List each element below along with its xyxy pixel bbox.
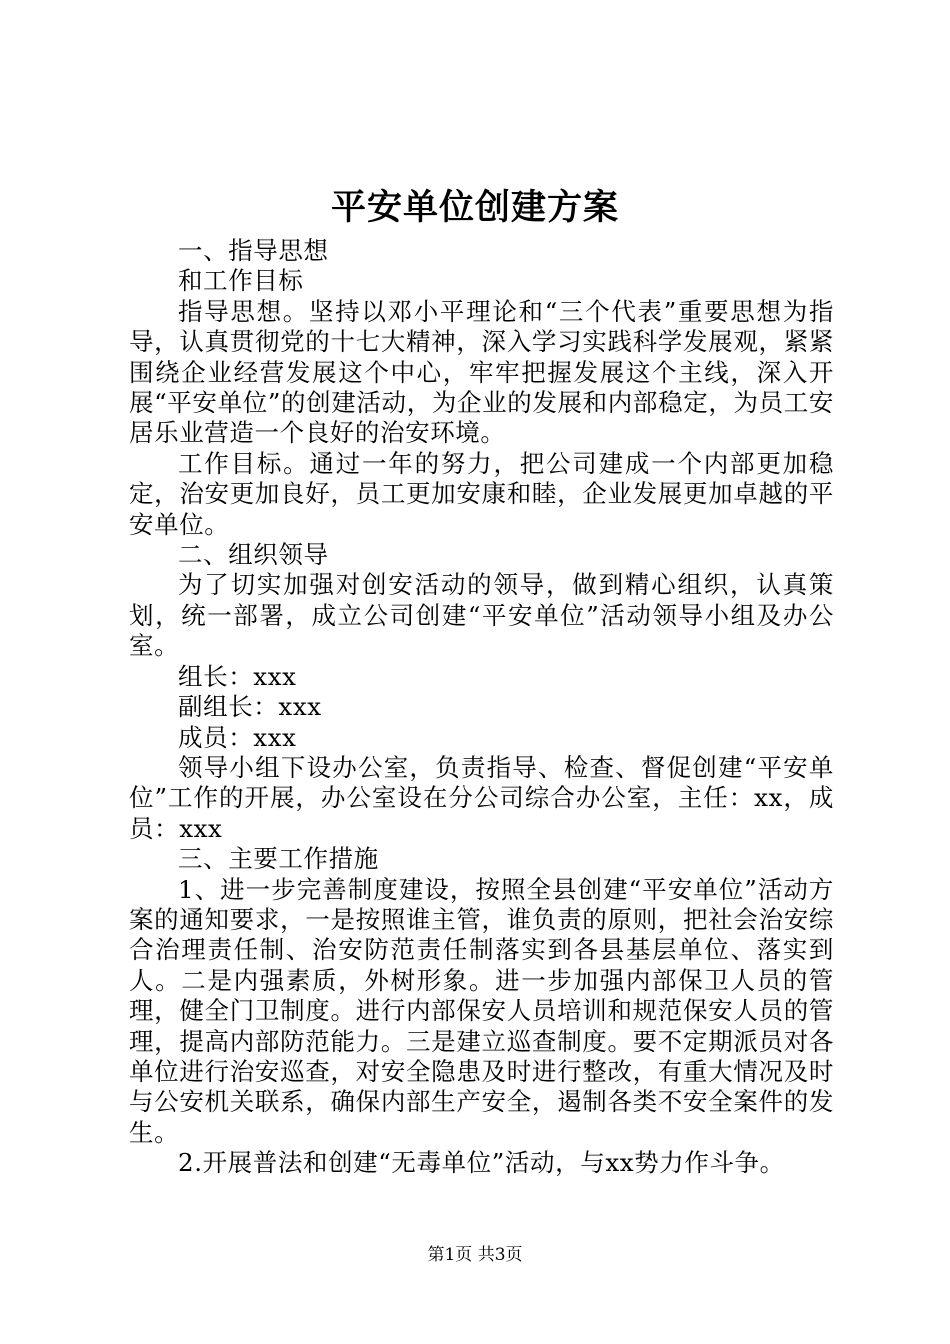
paragraph-office: 领导小组下设办公室，负责指导、检查、督促创建“平安单位”工作的开展，办公室设在分公司综合办公室，主任：xx，成员：xxx [129,752,834,843]
paragraph-measure-1: 1、进一步完善制度建设，按照全县创建“平安单位”活动方案的通知要求，一是按照谁主管，谁负责的原则，把社会治安综合治理责任制、治安防范责任制落实到各县基层单位、落实到人。二是内强素质，外树形象。进一步加强内部保卫人员的管理，健全门卫制度。进行内部保安人员培训和规范保安人员的管理，提高内部防范能力。三是建立巡查制度。要不定期派员对各单位进行治安巡查，对安全隐患及时进行整改，有重大情况及时与公安机关联系，确保内部生产安全，遏制各类不安全案件的发生。 [129,874,834,1147]
document-title: 平安单位创建方案 [330,187,619,228]
document-body [129,236,834,1179]
paragraph-measure-2: 2.开展普法和创建“无毒单位”活动，与xx势力作斗争。 [178,1148,785,1178]
page-footer: 第1页 共3页 [427,1245,523,1265]
heading-work-goals: 和工作目标 [178,266,304,296]
paragraph-guiding-ideology: 指导思想。坚持以邓小平理论和“三个代表”重要思想为指导，认真贯彻党的十七大精神，深入学习实践科学发展观，紧紧围绕企业经营发展这个中心，牢牢把握发展这个主线，深入开展“平安单位”的创建活动，为企业的发展和内部稳定，为员工安居乐业营造一个良好的治安环境。 [129,296,834,448]
paragraph-work-goals: 工作目标。通过一年的努力，把公司建成一个内部更加稳定，治安更加良好，员工更加安康和睦，企业发展更加卓越的平安单位。 [129,448,834,539]
heading-guiding-ideology: 一、指导思想 [178,236,329,265]
paragraph-organization: 为了切实加强对创安活动的领导，做到精心组织，认真策划，统一部署，成立公司创建“平安单位”活动领导小组及办公室。 [129,570,834,661]
line-group-leader: 组长：xxx [178,661,297,691]
heading-main-measures: 三、主要工作措施 [178,844,379,874]
line-members: 成员：xxx [178,722,297,752]
line-deputy-leader: 副组长：xxx [178,692,322,722]
heading-organization: 二、组织领导 [178,540,329,570]
